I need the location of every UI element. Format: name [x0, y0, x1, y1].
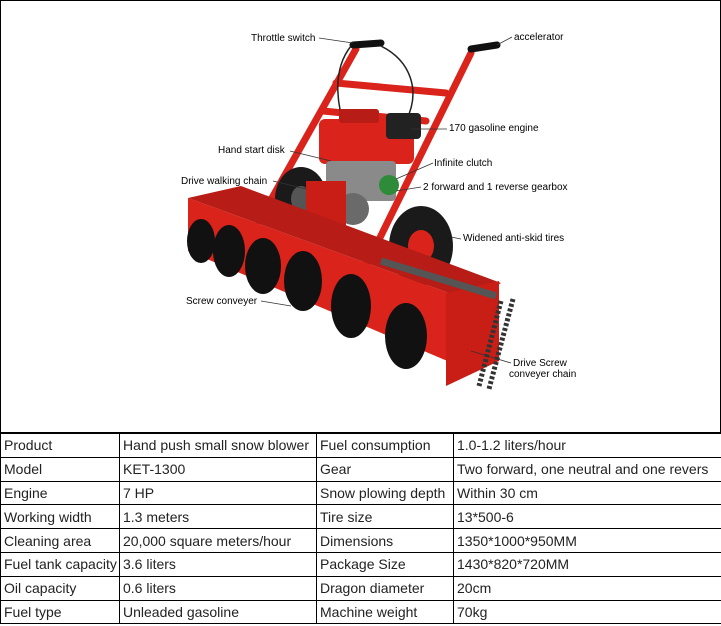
callout-screw-conveyer: Screw conveyer — [186, 296, 258, 307]
spec-label: Fuel type — [1, 600, 120, 624]
spec-value: 20cm — [454, 576, 721, 600]
spec-row — [1, 600, 721, 624]
spec-row — [1, 576, 721, 600]
handle-grips — [353, 43, 497, 49]
spec-value: Two forward, one neutral and one revers — [454, 457, 721, 481]
spec-value: Unleaded gasoline — [120, 600, 317, 624]
spec-value: 1.0-1.2 liters/hour — [454, 433, 721, 457]
spec-row — [1, 433, 721, 457]
specification-table — [0, 432, 721, 624]
callout-drive-walking-chain: Drive walking chain — [181, 176, 268, 187]
spec-label: Package Size — [317, 552, 454, 576]
spec-value: KET-1300 — [120, 457, 317, 481]
callout-drive-screw-line2: conveyer chain — [509, 369, 577, 380]
callout-accelerator: accelerator — [514, 32, 564, 43]
callout-throttle-switch: Throttle switch — [251, 33, 316, 44]
callout-tires: Widened anti-skid tires — [463, 233, 565, 244]
spec-label: Product — [1, 433, 120, 457]
spec-value: 1.3 meters — [120, 505, 317, 529]
spec-row — [1, 481, 721, 505]
spec-row — [1, 505, 721, 529]
spec-value: Hand push small snow blower — [120, 433, 317, 457]
spec-row — [1, 529, 721, 553]
callout-drive-screw-line1: Drive Screw — [513, 358, 567, 369]
spec-value: Within 30 cm — [454, 481, 721, 505]
callout-engine: 170 gasoline engine — [449, 123, 539, 134]
spec-value: 1430*820*720MM — [454, 552, 721, 576]
spec-label: Fuel consumption — [317, 433, 454, 457]
spec-value: 1350*1000*950MM — [454, 529, 721, 553]
callout-gearbox: 2 forward and 1 reverse gearbox — [423, 182, 568, 193]
spec-label: Working width — [1, 505, 120, 529]
spec-label: Dragon diameter — [317, 576, 454, 600]
spec-label: Oil capacity — [1, 576, 120, 600]
spec-value: 20,000 square meters/hour — [120, 529, 317, 553]
spec-value: 7 HP — [120, 481, 317, 505]
spec-label: Cleaning area — [1, 529, 120, 553]
snow-blower-illustration — [1, 1, 720, 432]
spec-label: Tire size — [317, 505, 454, 529]
spec-value: 0.6 liters — [120, 576, 317, 600]
spec-value: 70kg — [454, 600, 721, 624]
spec-label: Engine — [1, 481, 120, 505]
spec-row — [1, 457, 721, 481]
spec-label: Dimensions — [317, 529, 454, 553]
spec-row — [1, 552, 721, 576]
spec-label: Machine weight — [317, 600, 454, 624]
callout-hand-start-disk: Hand start disk — [218, 145, 285, 156]
callout-infinite-clutch: Infinite clutch — [434, 158, 493, 169]
spec-label: Snow plowing depth — [317, 481, 454, 505]
spec-label: Gear — [317, 457, 454, 481]
spec-value: 13*500-6 — [454, 505, 721, 529]
spec-label: Model — [1, 457, 120, 481]
spec-label: Fuel tank capacity — [1, 552, 120, 576]
spec-value: 3.6 liters — [120, 552, 317, 576]
